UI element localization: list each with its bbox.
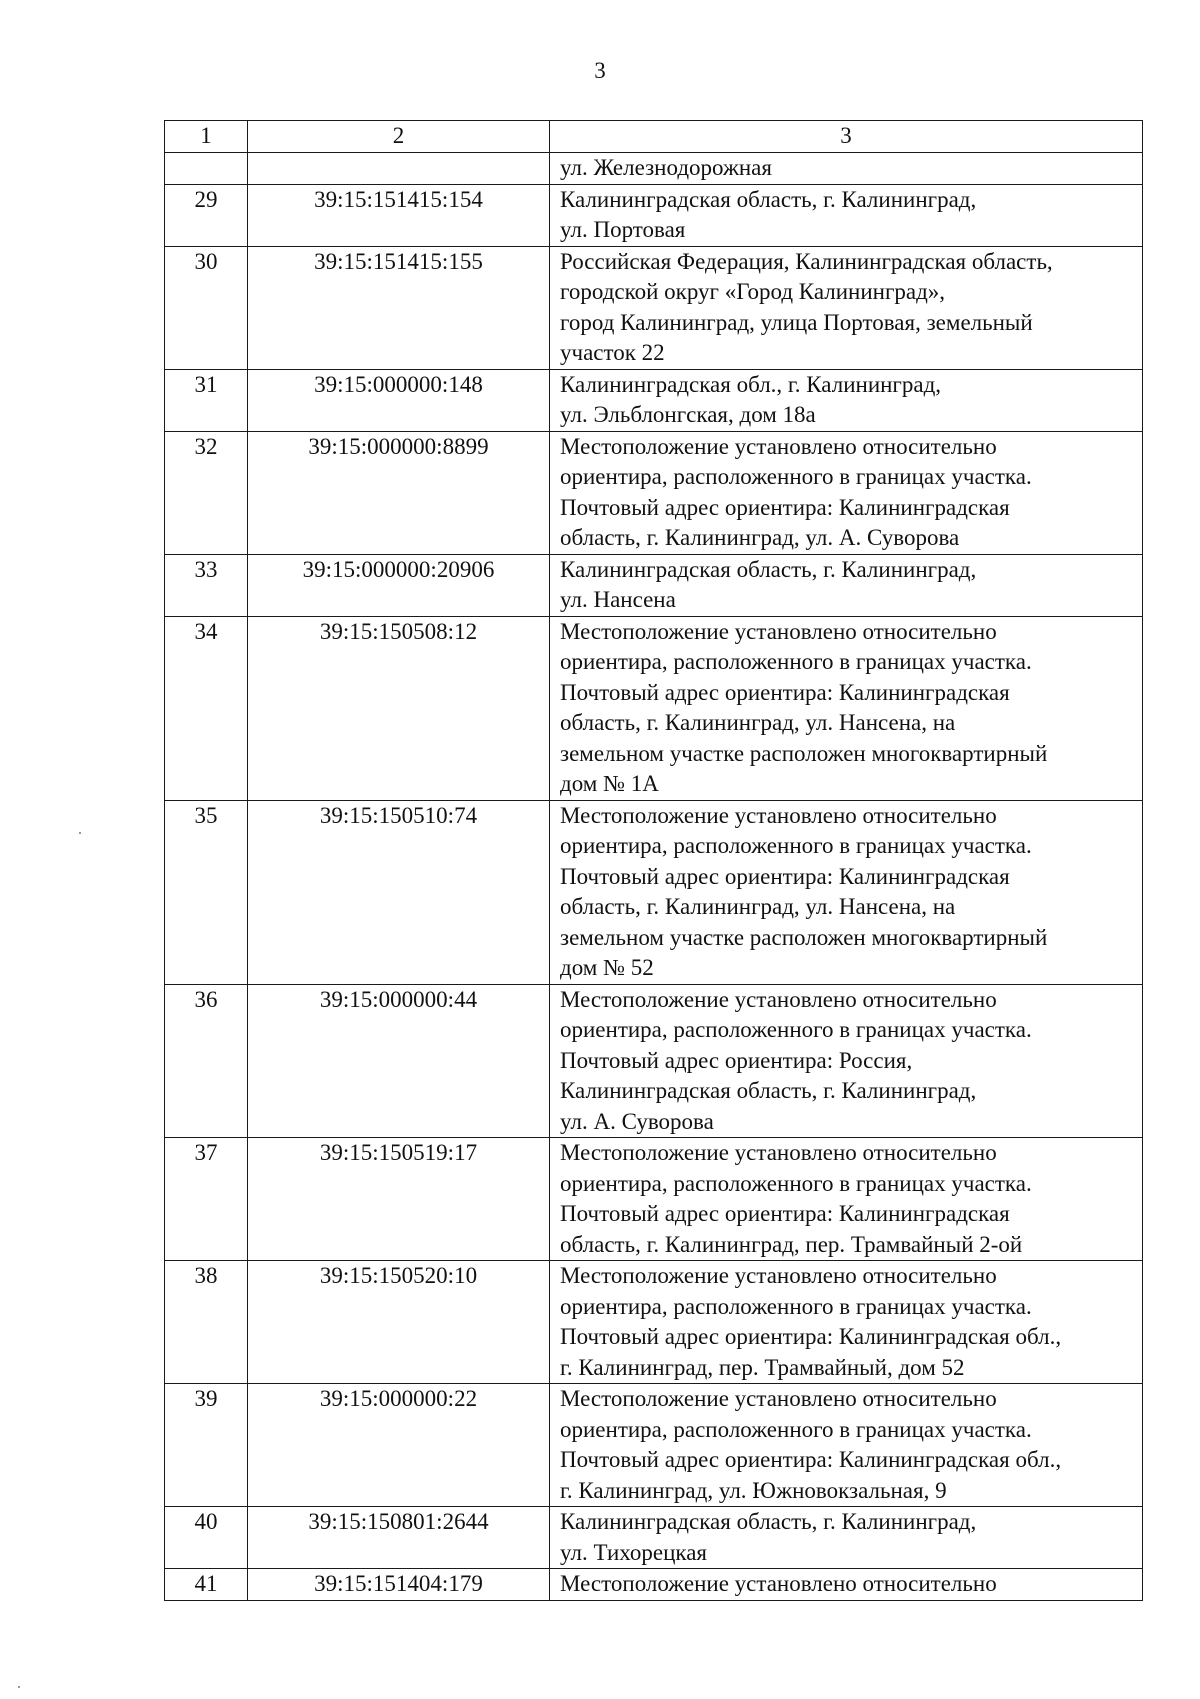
- address-line: Местоположение установлено относительно: [560, 986, 997, 1012]
- address-line: ул. Железнодорожная: [560, 155, 772, 180]
- row-number-cell: 37: [165, 1138, 248, 1261]
- address-line: земельном участке расположен многоквартирный: [560, 924, 1048, 950]
- row-number-cell: 29: [165, 184, 248, 246]
- address-line: Калининградская область, г. Калининград,: [560, 1509, 977, 1534]
- cadastral-number-cell: 39:15:151415:155: [248, 246, 550, 369]
- address-cell: [550, 184, 1143, 246]
- address-line: ул. Нансена: [560, 587, 676, 612]
- address-cell: [550, 1384, 1143, 1507]
- address-line: Калининградская обл., г. Калининград,: [560, 371, 942, 397]
- cadastral-number-cell: 39:15:000000:148: [248, 369, 550, 431]
- header-cell-3: 3: [550, 121, 1143, 153]
- address-cell: [550, 153, 1143, 185]
- address-cell: [550, 1507, 1143, 1569]
- page-number: 3: [594, 58, 606, 83]
- address-line: область, г. Калининград, ул. Нансена, на: [560, 710, 956, 735]
- table-row: [165, 800, 1143, 984]
- address-cell: [550, 1261, 1143, 1384]
- table-row: [165, 246, 1143, 369]
- address-line: область, г. Калининград, пер. Трамвайный 2-ой: [560, 1231, 1023, 1257]
- cadastral-number-cell: 39:15:000000:44: [248, 984, 550, 1138]
- address-line: ориентира, расположенного в границах участка.: [560, 464, 1032, 489]
- address-line: Российская Федерация, Калининградская область,: [560, 248, 1053, 274]
- address-line: Калининградская область, г. Калининград,: [560, 186, 977, 212]
- address-line: Местоположение установлено относительно: [560, 1571, 997, 1596]
- cadastral-number-cell: 39:15:000000:8899: [248, 431, 550, 554]
- cadastral-number-cell: 39:15:150520:10: [248, 1261, 550, 1384]
- address-line: г. Калининград, пер. Трамвайный, дом 52: [560, 1354, 965, 1380]
- address-cell: [550, 369, 1143, 431]
- cadastral-table: [164, 120, 1143, 1601]
- scan-speck: [79, 832, 81, 834]
- table-row: [165, 1569, 1143, 1601]
- address-line: г. Калининград, ул. Южновокзальная, 9: [560, 1477, 947, 1503]
- row-number-cell: 41: [165, 1569, 248, 1601]
- table-row: [165, 1384, 1143, 1507]
- address-line: ориентира, расположенного в границах участка.: [560, 1293, 1032, 1319]
- address-cell: [550, 1569, 1143, 1601]
- row-number-cell: 34: [165, 616, 248, 800]
- row-number-cell: [165, 153, 248, 185]
- address-line: область, г. Калининград, ул. Нансена, на: [560, 894, 956, 919]
- address-line: Почтовый адрес ориентира: Калининградская: [560, 1201, 1010, 1226]
- cadastral-number-cell: 39:15:151415:154: [248, 184, 550, 246]
- address-line: городской округ «Город Калининград»,: [560, 279, 946, 304]
- address-line: Почтовый адрес ориентира: Калининградская: [560, 494, 1010, 520]
- row-number-cell: 33: [165, 554, 248, 616]
- header-cell-2: 2: [248, 121, 550, 153]
- address-line: ориентира, расположенного в границах участка.: [560, 649, 1032, 674]
- row-number-cell: 32: [165, 431, 248, 554]
- address-line: Почтовый адрес ориентира: Калининградская: [560, 679, 1010, 705]
- address-cell: [550, 1138, 1143, 1261]
- address-line: Местоположение установлено относительно: [560, 1263, 997, 1288]
- row-number-cell: 30: [165, 246, 248, 369]
- address-cell: [550, 554, 1143, 616]
- row-number-cell: 36: [165, 984, 248, 1138]
- address-line: ул. Эльблонгская, дом 18а: [560, 402, 816, 427]
- header-row: [165, 121, 1143, 153]
- cadastral-number-cell: 39:15:150801:2644: [248, 1507, 550, 1569]
- address-line: Калининградская область, г. Калининград,: [560, 1078, 977, 1103]
- address-line: ул. А. Суворова: [560, 1108, 714, 1134]
- address-line: Местоположение установлено относительно: [560, 802, 997, 828]
- address-line: город Калининград, улица Портовая, земельный: [560, 309, 1033, 335]
- address-line: ориентира, расположенного в границах участка.: [560, 1416, 1032, 1442]
- address-line: дом № 52: [560, 955, 654, 980]
- row-number-cell: 39: [165, 1384, 248, 1507]
- table-row: [165, 153, 1143, 185]
- address-line: Местоположение установлено относительно: [560, 433, 997, 459]
- address-line: Почтовый адрес ориентира: Калининградская обл.,: [560, 1324, 1062, 1349]
- cadastral-number-cell: 39:15:150508:12: [248, 616, 550, 800]
- table-row: [165, 616, 1143, 800]
- address-line: Почтовый адрес ориентира: Россия,: [560, 1047, 913, 1073]
- table-row: [165, 984, 1143, 1138]
- address-cell: [550, 616, 1143, 800]
- address-line: ориентира, расположенного в границах участка.: [560, 833, 1032, 858]
- cadastral-number-cell: 39:15:000000:22: [248, 1384, 550, 1507]
- address-cell: [550, 984, 1143, 1138]
- row-number-cell: 31: [165, 369, 248, 431]
- address-line: Местоположение установлено относительно: [560, 618, 997, 644]
- table-row: [165, 431, 1143, 554]
- address-line: Калининградская область, г. Калининград,: [560, 556, 977, 582]
- address-line: участок 22: [560, 340, 665, 365]
- row-number-cell: 35: [165, 800, 248, 984]
- scan-speck: [18, 1686, 20, 1688]
- table-row: [165, 369, 1143, 431]
- address-line: ориентира, расположенного в границах участка.: [560, 1170, 1032, 1196]
- cadastral-number-cell: 39:15:000000:20906: [248, 554, 550, 616]
- cadastral-number-cell: 39:15:150510:74: [248, 800, 550, 984]
- address-line: дом № 1А: [560, 771, 659, 796]
- address-line: Почтовый адрес ориентира: Калининградская обл.,: [560, 1447, 1062, 1472]
- cadastral-number-cell: 39:15:151404:179: [248, 1569, 550, 1601]
- row-number-cell: 40: [165, 1507, 248, 1569]
- table-row: [165, 1507, 1143, 1569]
- address-line: Местоположение установлено относительно: [560, 1386, 997, 1411]
- address-line: область, г. Калининград, ул. А. Суворова: [560, 525, 960, 550]
- cadastral-number-cell: [248, 153, 550, 185]
- address-cell: [550, 246, 1143, 369]
- address-line: ул. Портовая: [560, 217, 686, 242]
- address-cell: [550, 431, 1143, 554]
- address-line: ориентира, расположенного в границах участка.: [560, 1017, 1032, 1042]
- table-row: [165, 1138, 1143, 1261]
- address-line: ул. Тихорецкая: [560, 1539, 708, 1565]
- address-line: земельном участке расположен многоквартирный: [560, 740, 1048, 766]
- row-number-cell: 38: [165, 1261, 248, 1384]
- header-cell-1: 1: [165, 121, 248, 153]
- address-cell: [550, 800, 1143, 984]
- address-line: Почтовый адрес ориентира: Калининградская: [560, 863, 1010, 889]
- table-row: [165, 554, 1143, 616]
- table-row: [165, 1261, 1143, 1384]
- cadastral-number-cell: 39:15:150519:17: [248, 1138, 550, 1261]
- table-row: [165, 184, 1143, 246]
- address-line: Местоположение установлено относительно: [560, 1140, 997, 1165]
